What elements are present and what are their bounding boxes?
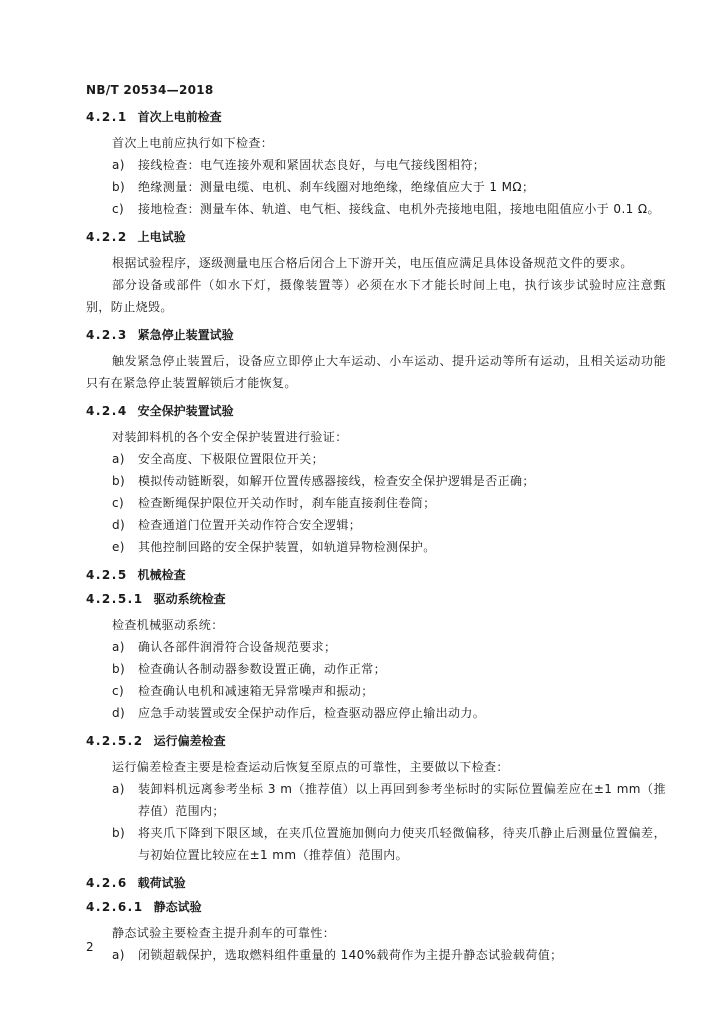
section-number: 4.2.6.1 xyxy=(86,900,144,914)
list-marker: a) xyxy=(112,158,125,172)
list-marker: b) xyxy=(112,474,126,488)
list-marker: a) xyxy=(112,782,125,796)
paragraph: 根据试验程序，逐级测量电压合格后闭合上下游开关，电压值应满足具体设备规范文件的要求。 xyxy=(112,256,633,270)
section-title: 机械检查 xyxy=(137,568,186,582)
list-text: 检查通道门位置开关动作符合安全逻辑； xyxy=(138,518,362,532)
paragraph: 部分设备或部件（如水下灯，摄像装置等）必须在水下才能长时间上电，执行该步试验时应注意甄别，防止烧毁。 xyxy=(86,278,666,314)
list-marker: e) xyxy=(112,540,125,554)
list-text: 接地检查：测量车体、轨道、电气柜、接线盒、电机外壳接地电阻，接地电阻值应小于 0.1 Ω。 xyxy=(138,202,660,216)
section-title: 载荷试验 xyxy=(137,876,186,890)
list-marker: c) xyxy=(112,684,125,698)
list-marker: b) xyxy=(112,826,126,840)
section-heading xyxy=(86,404,666,418)
heading-spacer xyxy=(86,748,666,756)
section-heading xyxy=(86,876,666,890)
standard-header: NB/T 20534—2018 xyxy=(86,83,214,97)
list-text: 装卸料机远离参考坐标 3 m（推荐值）以上再回到参考坐标时的实际位置偏差应在±1 mm（推荐值）范围内； xyxy=(138,782,666,818)
section-title: 静态试验 xyxy=(153,900,202,914)
section-spacer xyxy=(86,394,666,404)
heading-spacer xyxy=(86,418,666,426)
section-number: 4.2.5.1 xyxy=(86,592,144,606)
list-text: 闭锁超载保护，选取燃料组件重量的 140%载荷作为主提升静态试验载荷值； xyxy=(138,948,563,962)
section-intro: 运行偏差检查主要是检查运动后恢复至原点的可靠性，主要做以下检查： xyxy=(112,760,509,774)
section-spacer xyxy=(86,866,666,876)
list-item xyxy=(86,176,666,198)
list-text: 将夹爪下降到下限区域，在夹爪位置施加侧向力使夹爪轻微偏移，待夹爪静止后测量位置偏差，与初始位置比较应在±1 mm（推荐值）范围内。 xyxy=(138,826,666,862)
page-number: 2 xyxy=(86,940,94,954)
section-spacer xyxy=(86,890,666,900)
list-item xyxy=(86,822,666,866)
list-text: 模拟传动链断裂，如解开位置传感器接线，检查安全保护逻辑是否正确； xyxy=(138,474,535,488)
list-item xyxy=(86,514,666,536)
heading-spacer xyxy=(86,342,666,350)
list-text: 接线检查：电气连接外观和紧固状态良好，与电气接线图相符； xyxy=(138,158,486,172)
section-title: 驱动系统检查 xyxy=(153,592,226,606)
list-marker: a) xyxy=(112,640,125,654)
paragraph: 触发紧急停止装置后，设备应立即停止大车运动、小车运动、提升运动等所有运动，且相关运动功能只有在紧急停止装置解锁后才能恢复。 xyxy=(86,354,666,390)
list-text: 安全高度、下极限位置限位开关； xyxy=(138,452,325,466)
section-intro: 静态试验主要检查主提升刹车的可靠性： xyxy=(112,926,336,940)
section-spacer xyxy=(86,220,666,230)
list-text: 绝缘测量：测量电缆、电机、刹车线圈对地绝缘，绝缘值应大于 1 MΩ； xyxy=(138,180,535,194)
section-number: 4.2.1 xyxy=(86,110,128,124)
heading-spacer xyxy=(86,244,666,252)
heading-spacer xyxy=(86,606,666,614)
list-marker: b) xyxy=(112,180,126,194)
section-number: 4.2.4 xyxy=(86,404,128,418)
document-body xyxy=(86,110,666,966)
section-intro: 检查机械驱动系统： xyxy=(112,618,224,632)
list-marker: a) xyxy=(112,948,125,962)
section-spacer xyxy=(86,724,666,734)
section-heading xyxy=(86,110,666,124)
section-spacer xyxy=(86,582,666,592)
heading-spacer xyxy=(86,124,666,132)
section-spacer xyxy=(86,318,666,328)
section-number: 4.2.5.2 xyxy=(86,734,144,748)
list-marker: d) xyxy=(112,518,126,532)
list-item xyxy=(86,492,666,514)
list-item xyxy=(86,778,666,822)
list-item xyxy=(86,198,666,220)
list-marker: d) xyxy=(112,706,126,720)
list-item xyxy=(86,944,666,966)
list-text: 检查断绳保护限位开关动作时，刹车能直接刹住卷筒； xyxy=(138,496,436,510)
list-marker: a) xyxy=(112,452,125,466)
section-heading xyxy=(86,328,666,342)
list-text: 应急手动装置或安全保护动作后，检查驱动器应停止输出动力。 xyxy=(138,706,486,720)
list-marker: b) xyxy=(112,662,126,676)
section-title: 上电试验 xyxy=(137,230,186,244)
list-item xyxy=(86,448,666,470)
section-title: 首次上电前检查 xyxy=(137,110,222,124)
list-item xyxy=(86,680,666,702)
section-number: 4.2.6 xyxy=(86,876,128,890)
section-number: 4.2.5 xyxy=(86,568,128,582)
list-marker: c) xyxy=(112,202,125,216)
section-heading xyxy=(86,900,666,914)
list-text: 其他控制回路的安全保护装置，如轨道异物检测保护。 xyxy=(138,540,436,554)
section-title: 运行偏差检查 xyxy=(153,734,226,748)
section-intro: 首次上电前应执行如下检查： xyxy=(112,136,274,150)
section-heading xyxy=(86,734,666,748)
section-title: 紧急停止装置试验 xyxy=(137,328,234,342)
list-marker: c) xyxy=(112,496,125,510)
list-text: 检查确认各制动器参数设置正确，动作正常； xyxy=(138,662,387,676)
section-heading xyxy=(86,568,666,582)
list-text: 确认各部件润滑符合设备规范要求； xyxy=(138,640,337,654)
list-item xyxy=(86,636,666,658)
section-heading xyxy=(86,230,666,244)
section-number: 4.2.2 xyxy=(86,230,128,244)
section-heading xyxy=(86,592,666,606)
list-item xyxy=(86,154,666,176)
section-intro: 对装卸料机的各个安全保护装置进行验证： xyxy=(112,430,348,444)
list-item xyxy=(86,702,666,724)
section-number: 4.2.3 xyxy=(86,328,128,342)
list-text: 检查确认电机和减速箱无异常噪声和振动； xyxy=(138,684,374,698)
list-item xyxy=(86,470,666,492)
section-title: 安全保护装置试验 xyxy=(137,404,234,418)
list-item xyxy=(86,658,666,680)
list-item xyxy=(86,536,666,558)
section-spacer xyxy=(86,558,666,568)
heading-spacer xyxy=(86,914,666,922)
